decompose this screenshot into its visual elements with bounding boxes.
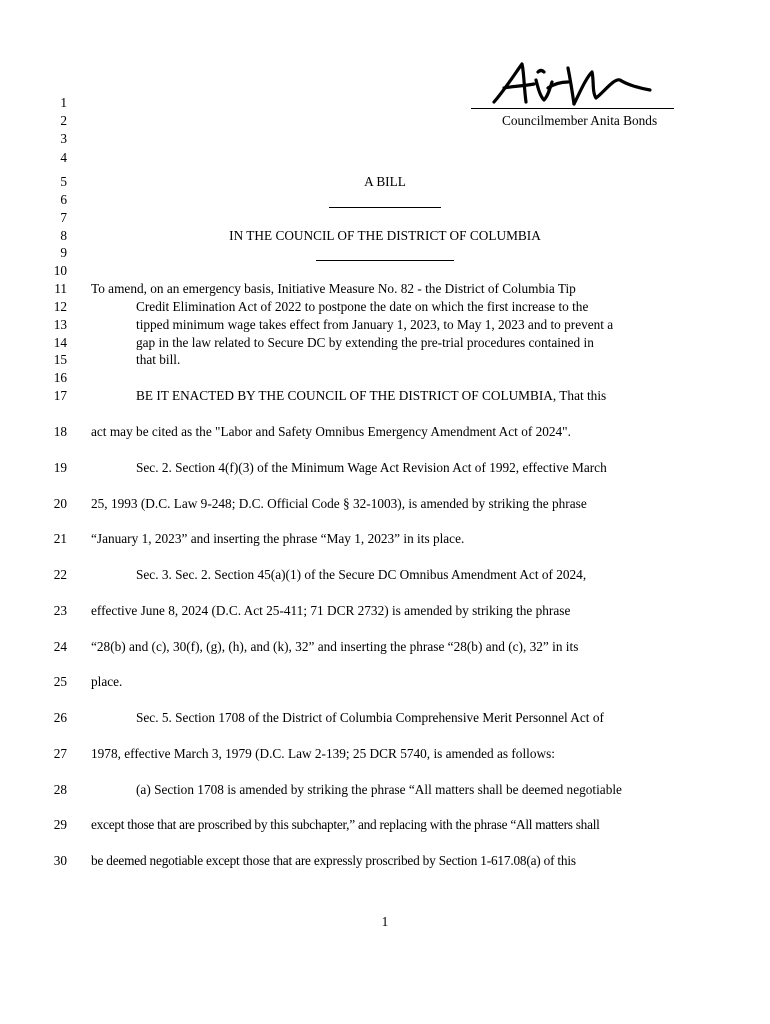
line-number: 14 — [53, 335, 67, 350]
body-line: “28(b) and (c), 30(f), (g), (h), and (k), 32” and inserting the phrase “28(b) and (c), 32” in its — [91, 639, 579, 654]
title-rule — [329, 207, 441, 208]
body-line: effective June 8, 2024 (D.C. Act 25-411; 71 DCR 2732) is amended by striking the phrase — [91, 603, 571, 618]
purpose-line: tipped minimum wage takes effect from January 1, 2023, to May 1, 2023 and to prevent a — [136, 317, 614, 332]
line-number: 23 — [53, 603, 67, 618]
bill-title: A BILL — [364, 174, 406, 189]
line-number: 9 — [60, 245, 67, 260]
body-line: Sec. 2. Section 4(f)(3) of the Minimum Wage Act Revision Act of 1992, effective March — [136, 460, 607, 475]
purpose-line: Credit Elimination Act of 2022 to postpone the date on which the first increase to the — [136, 299, 589, 314]
line-number: 26 — [53, 710, 67, 725]
line-number: 15 — [53, 352, 67, 367]
body-line: (a) Section 1708 is amended by striking the phrase “All matters shall be deemed negotiable — [136, 782, 622, 797]
line-number: 16 — [53, 370, 67, 385]
body-line: Sec. 5. Section 1708 of the District of Columbia Comprehensive Merit Personnel Act of — [136, 710, 604, 725]
line-number: 1 — [60, 95, 67, 110]
line-number: 12 — [53, 299, 67, 314]
line-number: 7 — [60, 210, 67, 225]
line-number: 4 — [60, 150, 67, 165]
line-number: 3 — [60, 131, 67, 146]
line-number: 8 — [60, 228, 67, 243]
signer-label: Councilmember Anita Bonds — [502, 113, 658, 128]
line-number: 6 — [60, 192, 67, 207]
signature-image — [488, 58, 656, 112]
signature-line — [471, 108, 674, 109]
line-number: 18 — [53, 424, 67, 439]
line-number: 20 — [53, 496, 67, 511]
line-number: 29 — [53, 817, 67, 832]
line-number: 25 — [53, 674, 67, 689]
line-number: 28 — [53, 782, 67, 797]
line-number: 10 — [53, 263, 67, 278]
body-line: place. — [91, 674, 123, 689]
purpose-line: gap in the law related to Secure DC by extending the pre-trial procedures contained in — [136, 335, 594, 350]
line-number: 27 — [53, 746, 67, 761]
line-number: 21 — [53, 531, 67, 546]
line-number: 30 — [53, 853, 67, 868]
line-number: 2 — [60, 113, 67, 128]
purpose-line: that bill. — [136, 352, 181, 367]
body-line: “January 1, 2023” and inserting the phrase “May 1, 2023” in its place. — [91, 531, 465, 546]
body-line: BE IT ENACTED BY THE COUNCIL OF THE DISTRICT OF COLUMBIA, That this — [136, 388, 607, 403]
line-number: 13 — [53, 317, 67, 332]
body-line: 1978, effective March 3, 1979 (D.C. Law 2-139; 25 DCR 5740, is amended as follows: — [91, 746, 555, 761]
page-number: 1 — [381, 914, 389, 929]
purpose-line: To amend, on an emergency basis, Initiative Measure No. 82 - the District of Columbia Tip — [91, 281, 576, 296]
line-number: 19 — [53, 460, 67, 475]
line-number: 17 — [53, 388, 67, 403]
body-line: except those that are proscribed by this subchapter,” and replacing with the phrase “All matters shall — [91, 817, 600, 832]
line-number: 24 — [53, 639, 67, 654]
council-rule — [316, 260, 454, 261]
body-line: be deemed negotiable except those that are expressly proscribed by Section 1-617.08(a) of this — [91, 853, 576, 868]
body-line: act may be cited as the "Labor and Safety Omnibus Emergency Amendment Act of 2024". — [91, 424, 571, 439]
body-line: 25, 1993 (D.C. Law 9-248; D.C. Official Code § 32-1003), is amended by striking the phrase — [91, 496, 587, 511]
line-number: 11 — [54, 281, 67, 296]
line-number: 5 — [60, 174, 67, 189]
line-number: 22 — [53, 567, 67, 582]
body-line: Sec. 3. Sec. 2. Section 45(a)(1) of the Secure DC Omnibus Amendment Act of 2024, — [136, 567, 587, 582]
council-heading: IN THE COUNCIL OF THE DISTRICT OF COLUMBIA — [229, 228, 541, 243]
